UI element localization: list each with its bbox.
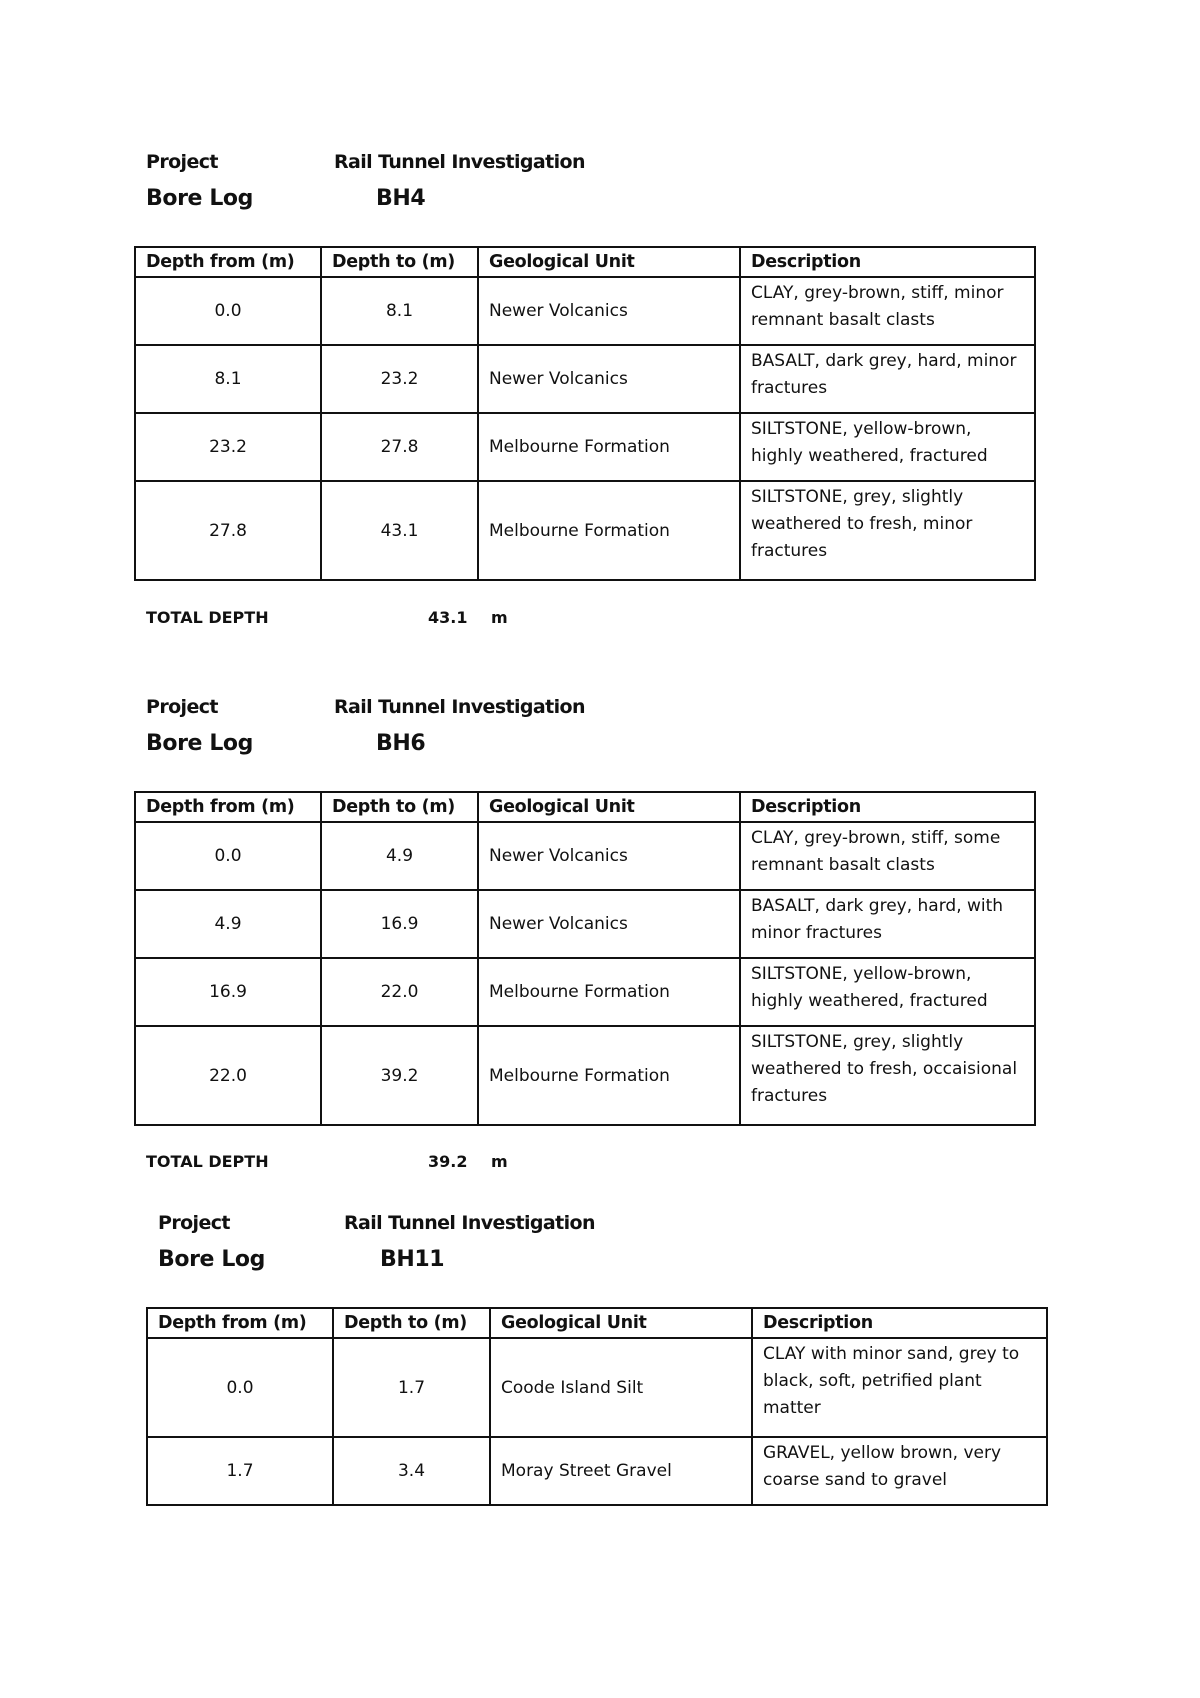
table-row — [135, 481, 1035, 580]
depth-from-cell: 23.2 — [135, 413, 321, 481]
table-header-row — [147, 1308, 1047, 1338]
depth-from-cell: 4.9 — [135, 890, 321, 958]
project-name: Rail Tunnel Investigation — [344, 1212, 595, 1234]
total-depth-value: 39.2 — [428, 1152, 468, 1171]
table-row — [135, 958, 1035, 1026]
description-cell: SILTSTONE, grey, slightly weathered to fresh, minor fractures — [740, 481, 1035, 580]
description-cell: BASALT, dark grey, hard, minor fractures — [740, 345, 1035, 413]
table-row — [147, 1338, 1047, 1437]
table-row — [135, 822, 1035, 890]
geological-unit-cell: Newer Volcanics — [478, 822, 740, 890]
depth-from-cell: 27.8 — [135, 481, 321, 580]
table-header-row — [135, 247, 1035, 277]
geological-unit-cell: Coode Island Silt — [490, 1338, 752, 1437]
column-header-geological-unit: Geological Unit — [490, 1308, 752, 1338]
column-header-geological-unit: Geological Unit — [478, 792, 740, 822]
depth-from-cell: 0.0 — [147, 1338, 333, 1437]
bore-log-table — [134, 246, 1036, 581]
column-header-depth-to: Depth to (m) — [321, 247, 478, 277]
depth-from-cell: 22.0 — [135, 1026, 321, 1125]
table-row — [135, 890, 1035, 958]
depth-to-cell: 39.2 — [321, 1026, 478, 1125]
total-depth-unit: m — [491, 1152, 508, 1171]
bore-log-label: Bore Log — [146, 186, 253, 211]
geological-unit-cell: Melbourne Formation — [478, 1026, 740, 1125]
geological-unit-cell: Melbourne Formation — [478, 958, 740, 1026]
project-label: Project — [158, 1212, 230, 1234]
total-depth-label: TOTAL DEPTH — [146, 608, 269, 627]
bore-log-table — [134, 791, 1036, 1126]
table-row — [135, 413, 1035, 481]
table-row — [135, 345, 1035, 413]
geological-unit-cell: Newer Volcanics — [478, 345, 740, 413]
table-row — [135, 277, 1035, 345]
project-name: Rail Tunnel Investigation — [334, 696, 585, 718]
column-header-description: Description — [740, 792, 1035, 822]
description-cell: GRAVEL, yellow brown, very coarse sand to gravel — [752, 1437, 1047, 1505]
depth-to-cell: 22.0 — [321, 958, 478, 1026]
project-label: Project — [146, 151, 218, 173]
bore-log-label: Bore Log — [146, 731, 253, 756]
column-header-description: Description — [752, 1308, 1047, 1338]
depth-to-cell: 4.9 — [321, 822, 478, 890]
column-header-depth-from: Depth from (m) — [135, 792, 321, 822]
description-cell: CLAY, grey-brown, stiff, some remnant basalt clasts — [740, 822, 1035, 890]
bore-log-label: Bore Log — [158, 1247, 265, 1272]
bore-id: BH6 — [376, 731, 426, 756]
description-cell: BASALT, dark grey, hard, with minor fractures — [740, 890, 1035, 958]
description-cell: SILTSTONE, yellow-brown, highly weathered, fractured — [740, 958, 1035, 1026]
geological-unit-cell: Moray Street Gravel — [490, 1437, 752, 1505]
depth-to-cell: 43.1 — [321, 481, 478, 580]
geological-unit-cell: Melbourne Formation — [478, 413, 740, 481]
table-row — [147, 1437, 1047, 1505]
depth-from-cell: 16.9 — [135, 958, 321, 1026]
depth-to-cell: 3.4 — [333, 1437, 490, 1505]
column-header-geological-unit: Geological Unit — [478, 247, 740, 277]
depth-to-cell: 1.7 — [333, 1338, 490, 1437]
description-cell: CLAY with minor sand, grey to black, soft, petrified plant matter — [752, 1338, 1047, 1437]
column-header-depth-from: Depth from (m) — [147, 1308, 333, 1338]
column-header-depth-to: Depth to (m) — [333, 1308, 490, 1338]
total-depth-label: TOTAL DEPTH — [146, 1152, 269, 1171]
geological-unit-cell: Newer Volcanics — [478, 890, 740, 958]
project-name: Rail Tunnel Investigation — [334, 151, 585, 173]
column-header-description: Description — [740, 247, 1035, 277]
depth-to-cell: 16.9 — [321, 890, 478, 958]
depth-to-cell: 8.1 — [321, 277, 478, 345]
geological-unit-cell: Melbourne Formation — [478, 481, 740, 580]
table-header-row — [135, 792, 1035, 822]
bore-id: BH4 — [376, 186, 426, 211]
column-header-depth-from: Depth from (m) — [135, 247, 321, 277]
geological-unit-cell: Newer Volcanics — [478, 277, 740, 345]
depth-from-cell: 8.1 — [135, 345, 321, 413]
project-label: Project — [146, 696, 218, 718]
bore-log-table — [146, 1307, 1048, 1506]
total-depth-unit: m — [491, 608, 508, 627]
depth-from-cell: 1.7 — [147, 1437, 333, 1505]
depth-to-cell: 27.8 — [321, 413, 478, 481]
depth-from-cell: 0.0 — [135, 822, 321, 890]
total-depth-value: 43.1 — [428, 608, 468, 627]
column-header-depth-to: Depth to (m) — [321, 792, 478, 822]
description-cell: SILTSTONE, grey, slightly weathered to fresh, occaisional fractures — [740, 1026, 1035, 1125]
description-cell: CLAY, grey-brown, stiff, minor remnant basalt clasts — [740, 277, 1035, 345]
bore-id: BH11 — [380, 1247, 445, 1272]
table-row — [135, 1026, 1035, 1125]
depth-from-cell: 0.0 — [135, 277, 321, 345]
description-cell: SILTSTONE, yellow-brown, highly weathered, fractured — [740, 413, 1035, 481]
depth-to-cell: 23.2 — [321, 345, 478, 413]
